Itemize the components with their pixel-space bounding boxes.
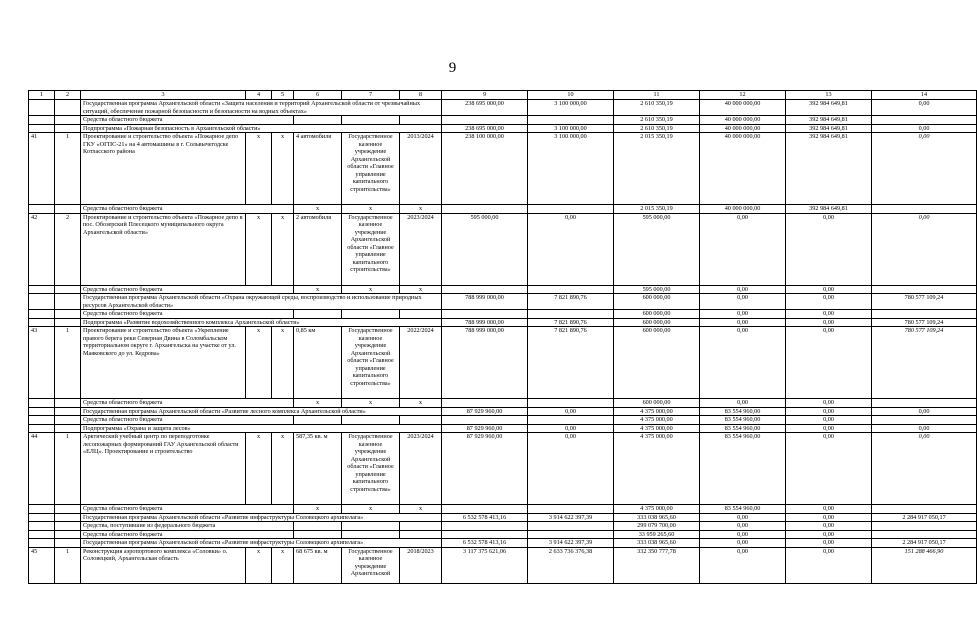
table-row <box>29 213 977 285</box>
value-14: 0,00 <box>872 100 977 116</box>
value-13: 0,00 <box>786 318 872 327</box>
object-name: Реконструкция аэропортового комплекса «Соловки» о. Соловецкий, Архангельская область <box>81 547 246 583</box>
value-13: 0,00 <box>786 513 872 522</box>
value-13: 0,00 <box>786 399 872 408</box>
customer: Государственное казенное учреждение Архангельской области «Главное управление капитального строительства» <box>342 327 400 399</box>
cell-8: х <box>400 505 442 514</box>
value-10 <box>528 416 614 425</box>
value-10: 7 821 890,76 <box>528 327 614 399</box>
table-row <box>29 205 977 214</box>
column-number-12: 12 <box>700 91 786 100</box>
value-12: 40 000 000,00 <box>700 133 786 205</box>
construction-period: 2018/2023 <box>400 547 442 583</box>
row-subnumber <box>55 522 81 531</box>
value-12: 83 554 960,00 <box>700 424 786 433</box>
funding-source: Средства областного бюджета <box>81 416 294 425</box>
row-subnumber <box>55 285 81 294</box>
table-row <box>29 407 977 416</box>
row-subnumber <box>55 205 81 214</box>
value-12: 40 000 000,00 <box>700 100 786 116</box>
row-number <box>29 530 55 539</box>
cell-5: х <box>272 433 294 505</box>
value-12: 40 000 000,00 <box>700 124 786 133</box>
row-number <box>29 124 55 133</box>
row-number <box>29 116 55 125</box>
table-row <box>29 100 977 116</box>
value-13: 392 984 649,81 <box>786 116 872 125</box>
cell-7 <box>342 416 400 425</box>
value-9: 238 695 000,00 <box>442 124 528 133</box>
value-12: 40 000 000,00 <box>700 116 786 125</box>
value-12: 83 554 960,00 <box>700 416 786 425</box>
page-number: 9 <box>448 60 457 76</box>
table-row <box>29 318 977 327</box>
row-number <box>29 205 55 214</box>
value-9: 87 929 960,00 <box>442 433 528 505</box>
value-12: 0,00 <box>700 294 786 310</box>
value-10 <box>528 399 614 408</box>
row-subnumber <box>55 416 81 425</box>
value-12: 0,00 <box>700 547 786 583</box>
value-13: 0,00 <box>786 327 872 399</box>
funding-source: Средства областного бюджета <box>81 285 294 294</box>
column-number-1: 1 <box>29 91 55 100</box>
cell-8: х <box>400 399 442 408</box>
cell-8 <box>400 530 442 539</box>
value-9 <box>442 285 528 294</box>
cell-5: х <box>272 133 294 205</box>
cell-8 <box>400 522 442 531</box>
program-name: Государственная программа Архангельской области «Охрана окружающей среды, воспроизводство и использование природных ресурсов Архангельской области» <box>81 294 442 310</box>
row-number <box>29 416 55 425</box>
object-name: Арктический учебный центр по переподготовке лесопожарных формирований ГАУ Архангельской области «ЕЛЦ». Проектирование и строительство <box>81 433 246 505</box>
value-11: 2 610 350,19 <box>614 116 700 125</box>
cell-4: х <box>246 133 272 205</box>
row-subnumber <box>55 100 81 116</box>
value-10 <box>528 285 614 294</box>
cell-8 <box>400 116 442 125</box>
value-12: 0,00 <box>700 399 786 408</box>
value-9: 6 532 578 413,16 <box>442 513 528 522</box>
value-14: 0,00 <box>872 424 977 433</box>
value-12: 0,00 <box>700 327 786 399</box>
value-14: 2 284 917 050,17 <box>872 539 977 548</box>
table-row <box>29 124 977 133</box>
row-subnumber <box>55 310 81 319</box>
column-number-14: 14 <box>872 91 977 100</box>
value-11: 2 015 350,19 <box>614 205 700 214</box>
object-name: Проектирование и строительство объекта «Пожарное депо в пос. Обозерский Плесецкого муниципального округа Архангельской области» <box>81 213 246 285</box>
value-14: 0,00 <box>872 133 977 205</box>
value-10: 0,00 <box>528 407 614 416</box>
row-subnumber: 1 <box>55 433 81 505</box>
cell-7: х <box>342 505 400 514</box>
row-number <box>29 310 55 319</box>
row-subnumber <box>55 399 81 408</box>
value-10: 3 914 622 397,39 <box>528 513 614 522</box>
cell-4: х <box>246 213 272 285</box>
value-10: 0,00 <box>528 433 614 505</box>
value-14 <box>872 530 977 539</box>
cell-8 <box>400 310 442 319</box>
value-9 <box>442 522 528 531</box>
value-14: 0,00 <box>872 433 977 505</box>
value-12: 0,00 <box>700 513 786 522</box>
cell-8: х <box>400 285 442 294</box>
value-13: 0,00 <box>786 522 872 531</box>
row-number <box>29 285 55 294</box>
value-9: 87 929 960,00 <box>442 407 528 416</box>
value-12: 40 000 000,00 <box>700 205 786 214</box>
value-12: 0,00 <box>700 310 786 319</box>
funding-source: Средства областного бюджета <box>81 116 294 125</box>
row-number: 42 <box>29 213 55 285</box>
value-14 <box>872 205 977 214</box>
value-14 <box>872 285 977 294</box>
value-11: 600 000,00 <box>614 327 700 399</box>
row-subnumber <box>55 116 81 125</box>
value-14: 0,00 <box>872 407 977 416</box>
value-12: 83 554 960,00 <box>700 407 786 416</box>
capacity: 587,35 кв. м <box>294 433 342 505</box>
funding-source: Средства областного бюджета <box>81 205 294 214</box>
value-9: 6 532 578 413,16 <box>442 539 528 548</box>
row-number: 44 <box>29 433 55 505</box>
value-12: 0,00 <box>700 539 786 548</box>
value-11: 333 038 965,60 <box>614 513 700 522</box>
cell-6: х <box>294 399 342 408</box>
cell-4: х <box>246 547 272 583</box>
value-13: 0,00 <box>786 416 872 425</box>
funding-source: Средства областного бюджета <box>81 399 294 408</box>
value-9 <box>442 416 528 425</box>
value-13: 392 984 649,81 <box>786 124 872 133</box>
row-subnumber <box>55 513 81 522</box>
column-number-3: 3 <box>81 91 246 100</box>
value-11: 4 375 000,00 <box>614 407 700 416</box>
value-14: 780 577 109,24 <box>872 294 977 310</box>
row-number: 41 <box>29 133 55 205</box>
value-11: 2 610 350,19 <box>614 100 700 116</box>
value-14 <box>872 399 977 408</box>
table-row <box>29 424 977 433</box>
value-10: 3 914 622 397,39 <box>528 539 614 548</box>
column-number-4: 4 <box>246 91 272 100</box>
cell-6: х <box>294 205 342 214</box>
table-row <box>29 327 977 399</box>
cell-7 <box>342 522 400 531</box>
table-row <box>29 116 977 125</box>
row-number <box>29 424 55 433</box>
value-11: 333 038 965,60 <box>614 539 700 548</box>
value-10: 7 821 890,76 <box>528 294 614 310</box>
table-row <box>29 285 977 294</box>
row-subnumber: 2 <box>55 213 81 285</box>
column-number-6: 6 <box>294 91 342 100</box>
object-name: Проектирование и строительство объекта «Укрепление правого берега реки Северная Двина в Соломбальском территориальном округе г. Архангельска на участке от ул. Маяковского до ул. Кедрова» <box>81 327 246 399</box>
value-9 <box>442 399 528 408</box>
value-13: 0,00 <box>786 539 872 548</box>
value-11: 600 000,00 <box>614 318 700 327</box>
cell-8 <box>400 416 442 425</box>
cell-5: х <box>272 547 294 583</box>
row-subnumber <box>55 318 81 327</box>
value-11: 600 000,00 <box>614 294 700 310</box>
value-10: 2 633 736 376,38 <box>528 547 614 583</box>
cell-7 <box>342 116 400 125</box>
value-11: 600 000,00 <box>614 399 700 408</box>
value-14 <box>872 505 977 514</box>
budget-table <box>28 90 977 584</box>
value-11: 2 015 350,19 <box>614 133 700 205</box>
value-13: 0,00 <box>786 310 872 319</box>
value-13: 392 984 649,81 <box>786 100 872 116</box>
row-number <box>29 407 55 416</box>
capacity: 4 автомобиля <box>294 133 342 205</box>
cell-6 <box>294 116 342 125</box>
cell-6: х <box>294 505 342 514</box>
construction-period: 2013/2024 <box>400 133 442 205</box>
cell-6 <box>294 522 342 531</box>
value-12: 83 554 960,00 <box>700 433 786 505</box>
customer: Государственное казенное учреждение Архангельской области «Главное управление капитального строительства» <box>342 433 400 505</box>
row-subnumber <box>55 124 81 133</box>
value-11: 600 000,00 <box>614 310 700 319</box>
table-row <box>29 505 977 514</box>
row-subnumber: 1 <box>55 133 81 205</box>
program-name: Подпрограмма «Пожарная безопасность в Архангельской области» <box>81 124 442 133</box>
row-subnumber <box>55 505 81 514</box>
value-9: 788 999 000,00 <box>442 318 528 327</box>
funding-source: Средства областного бюджета <box>81 505 294 514</box>
value-14: 0,00 <box>872 124 977 133</box>
customer: Государственное казенное учреждение Архангельской <box>342 547 400 583</box>
program-name: Государственная программа Архангельской области «Развитие инфраструктуры Соловецкого архипелага» <box>81 539 442 548</box>
capacity: 2 автомобиля <box>294 213 342 285</box>
value-9 <box>442 530 528 539</box>
cell-7: х <box>342 399 400 408</box>
table-row <box>29 522 977 531</box>
cell-6 <box>294 416 342 425</box>
cell-5: х <box>272 327 294 399</box>
value-14: 780 577 109,24 <box>872 327 977 399</box>
cell-6 <box>294 530 342 539</box>
value-13: 0,00 <box>786 424 872 433</box>
funding-source: Средства, поступившие из федерального бюджета <box>81 522 294 531</box>
row-number <box>29 522 55 531</box>
value-14 <box>872 116 977 125</box>
value-11: 4 375 000,00 <box>614 505 700 514</box>
value-9 <box>442 116 528 125</box>
value-10: 0,00 <box>528 424 614 433</box>
value-14: 2 284 917 050,17 <box>872 513 977 522</box>
value-11: 4 375 000,00 <box>614 424 700 433</box>
value-11: 332 350 777,78 <box>614 547 700 583</box>
value-11: 33 959 265,60 <box>614 530 700 539</box>
value-11: 299 079 700,00 <box>614 522 700 531</box>
value-12: 0,00 <box>700 318 786 327</box>
value-12: 0,00 <box>700 522 786 531</box>
value-14 <box>872 310 977 319</box>
cell-4: х <box>246 327 272 399</box>
column-number-10: 10 <box>528 91 614 100</box>
row-number <box>29 100 55 116</box>
column-number-8: 8 <box>400 91 442 100</box>
cell-6 <box>294 310 342 319</box>
cell-4: х <box>246 433 272 505</box>
row-number: 43 <box>29 327 55 399</box>
funding-source: Средства областного бюджета <box>81 310 294 319</box>
row-number <box>29 399 55 408</box>
value-14 <box>872 522 977 531</box>
column-number-row <box>29 91 977 100</box>
value-10 <box>528 205 614 214</box>
value-13: 0,00 <box>786 294 872 310</box>
table-row <box>29 539 977 548</box>
value-13: 0,00 <box>786 433 872 505</box>
program-name: Государственная программа Архангельской области «Развитие инфраструктуры Соловецкого архипелага» <box>81 513 442 522</box>
row-subnumber <box>55 539 81 548</box>
funding-source: Средства областного бюджета <box>81 530 294 539</box>
value-10 <box>528 530 614 539</box>
value-14: 151 288 466,90 <box>872 547 977 583</box>
row-subnumber: 1 <box>55 547 81 583</box>
row-subnumber <box>55 407 81 416</box>
value-10 <box>528 522 614 531</box>
value-12: 0,00 <box>700 213 786 285</box>
value-13: 0,00 <box>786 530 872 539</box>
row-number: 45 <box>29 547 55 583</box>
program-name: Подпрограмма «Охрана и защита лесов» <box>81 424 442 433</box>
value-9: 3 117 375 621,06 <box>442 547 528 583</box>
row-number <box>29 294 55 310</box>
value-13: 392 984 649,81 <box>786 133 872 205</box>
value-10 <box>528 505 614 514</box>
table-row <box>29 433 977 505</box>
table-row <box>29 530 977 539</box>
value-11: 4 375 000,00 <box>614 433 700 505</box>
object-name: Проектирование и строительство объекта «Пожарное депо ГКУ «ОГПС-21» на 4 автомашины в г. Сольвычегодске Котласского района <box>81 133 246 205</box>
table-row <box>29 294 977 310</box>
cell-7 <box>342 310 400 319</box>
table-row <box>29 133 977 205</box>
table-row <box>29 399 977 408</box>
value-9: 788 999 000,00 <box>442 327 528 399</box>
value-13: 392 984 649,81 <box>786 205 872 214</box>
column-number-11: 11 <box>614 91 700 100</box>
value-10 <box>528 116 614 125</box>
value-13: 0,00 <box>786 505 872 514</box>
value-9: 238 695 000,00 <box>442 100 528 116</box>
construction-period: 2022/2024 <box>400 327 442 399</box>
value-9: 238 100 000,00 <box>442 133 528 205</box>
value-12: 0,00 <box>700 530 786 539</box>
value-10: 3 100 000,00 <box>528 100 614 116</box>
value-13: 0,00 <box>786 407 872 416</box>
table-row <box>29 547 977 583</box>
program-name: Государственная программа Архангельской области «Защита населения и территорий Архангельской области от чрезвычайных ситуаций, обеспечение пожарной безопасности и безопасности на водных объектах» <box>81 100 442 116</box>
row-subnumber <box>55 530 81 539</box>
table-row <box>29 416 977 425</box>
cell-5: х <box>272 213 294 285</box>
capacity: 68 675 кв. м <box>294 547 342 583</box>
value-12: 83 554 960,00 <box>700 505 786 514</box>
value-10: 3 100 000,00 <box>528 133 614 205</box>
value-9 <box>442 505 528 514</box>
row-number <box>29 318 55 327</box>
cell-7 <box>342 530 400 539</box>
customer: Государственное казенное учреждение Архангельской области «Главное управление капитального строительства» <box>342 213 400 285</box>
table-row <box>29 513 977 522</box>
value-14: 780 577 109,24 <box>872 318 977 327</box>
value-13: 0,00 <box>786 285 872 294</box>
value-10: 7 821 890,76 <box>528 318 614 327</box>
cell-7: х <box>342 205 400 214</box>
column-number-5: 5 <box>272 91 294 100</box>
row-number <box>29 539 55 548</box>
program-name: Государственная программа Архангельской области «Развитие лесного комплекса Архангельской области» <box>81 407 442 416</box>
value-11: 2 610 350,19 <box>614 124 700 133</box>
table-row <box>29 310 977 319</box>
row-number <box>29 513 55 522</box>
value-11: 595 000,00 <box>614 285 700 294</box>
capacity: 0,85 км <box>294 327 342 399</box>
row-number <box>29 505 55 514</box>
construction-period: 2023/2024 <box>400 213 442 285</box>
construction-period: 2023/2024 <box>400 433 442 505</box>
value-13: 0,00 <box>786 213 872 285</box>
value-11: 4 375 000,00 <box>614 416 700 425</box>
program-name: Подпрограмма «Развитие водохозяйственного комплекса Архангельской области» <box>81 318 442 327</box>
column-number-13: 13 <box>786 91 872 100</box>
row-subnumber: 1 <box>55 327 81 399</box>
value-9 <box>442 205 528 214</box>
value-14 <box>872 416 977 425</box>
value-9 <box>442 310 528 319</box>
column-number-9: 9 <box>442 91 528 100</box>
column-number-2: 2 <box>55 91 81 100</box>
value-9: 87 929 960,00 <box>442 424 528 433</box>
cell-7: х <box>342 285 400 294</box>
cell-6: х <box>294 285 342 294</box>
value-13: 0,00 <box>786 547 872 583</box>
value-12: 0,00 <box>700 285 786 294</box>
row-subnumber <box>55 294 81 310</box>
value-10: 0,00 <box>528 213 614 285</box>
column-number-7: 7 <box>342 91 400 100</box>
value-10 <box>528 310 614 319</box>
row-subnumber <box>55 424 81 433</box>
value-14: 0,00 <box>872 213 977 285</box>
value-10: 3 100 000,00 <box>528 124 614 133</box>
value-9: 788 999 000,00 <box>442 294 528 310</box>
customer: Государственное казенное учреждение Архангельской области «Главное управление капитального строительства» <box>342 133 400 205</box>
cell-8: х <box>400 205 442 214</box>
value-11: 595 000,00 <box>614 213 700 285</box>
value-9: 595 000,00 <box>442 213 528 285</box>
